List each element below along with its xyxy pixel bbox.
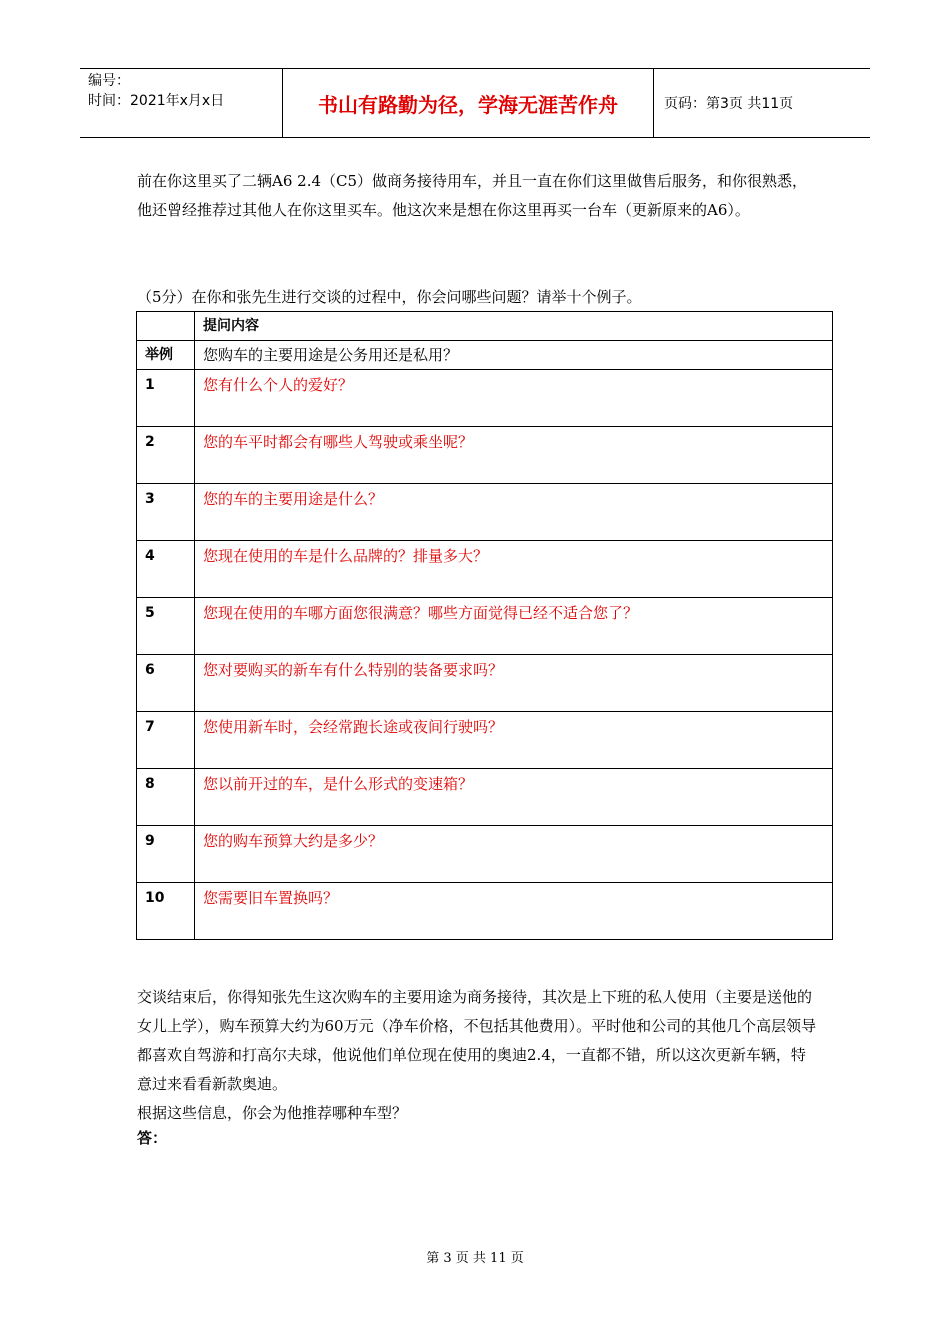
table-header-num — [137, 312, 195, 341]
table-header-label: 提问内容 — [195, 312, 833, 341]
header-motto: 书山有路勤为径，学海无涯苦作舟 — [282, 69, 654, 137]
row-number: 9 — [137, 826, 195, 883]
answer-label: 答： — [137, 1129, 168, 1147]
example-text: 您购车的主要用途是公务用还是私用？ — [195, 341, 833, 370]
page-header — [80, 68, 870, 138]
questions-table — [136, 311, 833, 940]
row-number: 8 — [137, 769, 195, 826]
question-prompt: （5分）在你和张先生进行交谈的过程中，你会问哪些问题？请举十个例子。 — [137, 288, 642, 306]
table-row — [137, 484, 833, 541]
header-page-info: 页码：第3页 共11页 — [664, 96, 794, 112]
table-row — [137, 769, 833, 826]
recommendation-question: 根据这些信息，你会为他推荐哪种车型？ — [137, 1104, 408, 1122]
table-example-row — [137, 341, 833, 370]
row-question: 您使用新车时，会经常跑长途或夜间行驶吗？ — [195, 712, 833, 769]
table-header-row — [137, 312, 833, 341]
row-question: 您有什么个人的爱好？ — [195, 370, 833, 427]
table-row — [137, 541, 833, 598]
row-number: 10 — [137, 883, 195, 940]
row-question: 您以前开过的车，是什么形式的变速箱？ — [195, 769, 833, 826]
example-label: 举例 — [137, 341, 195, 370]
row-question: 您的车平时都会有哪些人驾驶或乘坐呢？ — [195, 427, 833, 484]
conclusion-text: 交谈结束后，你得知张先生这次购车的主要用途为商务接待，其次是上下班的私人使用（主要是送他的女儿上学），购车预算大约为60万元（净车价格，不包括其他费用）。平时他和公司的其他几个高层领导都喜欢自驾游和打高尔夫球，他说他们单位现在使用的奥迪2.4，一直都不错，所以这次更新车辆，特意过来看看新款奥迪。 — [137, 988, 817, 1093]
table-row — [137, 883, 833, 940]
number-label: 编号： — [88, 73, 130, 89]
row-number: 5 — [137, 598, 195, 655]
row-number: 6 — [137, 655, 195, 712]
table-row — [137, 712, 833, 769]
row-number: 2 — [137, 427, 195, 484]
row-question: 您现在使用的车是什么品牌的？排量多大？ — [195, 541, 833, 598]
row-question: 您的购车预算大约是多少？ — [195, 826, 833, 883]
table-row — [137, 370, 833, 427]
intro-paragraph: 前在你这里买了二辆A6 2.4（C5）做商务接待用车，并且一直在你们这里做售后服务，和你很熟悉，他还曾经推荐过其他人在你这里买车。他这次来是想在你这里再买一台车（更新原来的A6）。 — [137, 172, 808, 219]
table-row — [137, 598, 833, 655]
row-number: 4 — [137, 541, 195, 598]
time-label: 时间：2021年x月x日 — [88, 93, 225, 109]
table-row — [137, 655, 833, 712]
row-number: 1 — [137, 370, 195, 427]
table-row — [137, 427, 833, 484]
conclusion-paragraph — [137, 983, 817, 1128]
row-question: 您的车的主要用途是什么？ — [195, 484, 833, 541]
header-meta — [80, 69, 282, 137]
row-question: 您现在使用的车哪方面您很满意？哪些方面觉得已经不适合您了？ — [195, 598, 833, 655]
row-number: 7 — [137, 712, 195, 769]
row-question: 您需要旧车置换吗？ — [195, 883, 833, 940]
row-question: 您对要购买的新车有什么特别的装备要求吗？ — [195, 655, 833, 712]
row-number: 3 — [137, 484, 195, 541]
table-row — [137, 826, 833, 883]
page-footer: 第 3 页 共 11 页 — [426, 1251, 524, 1266]
